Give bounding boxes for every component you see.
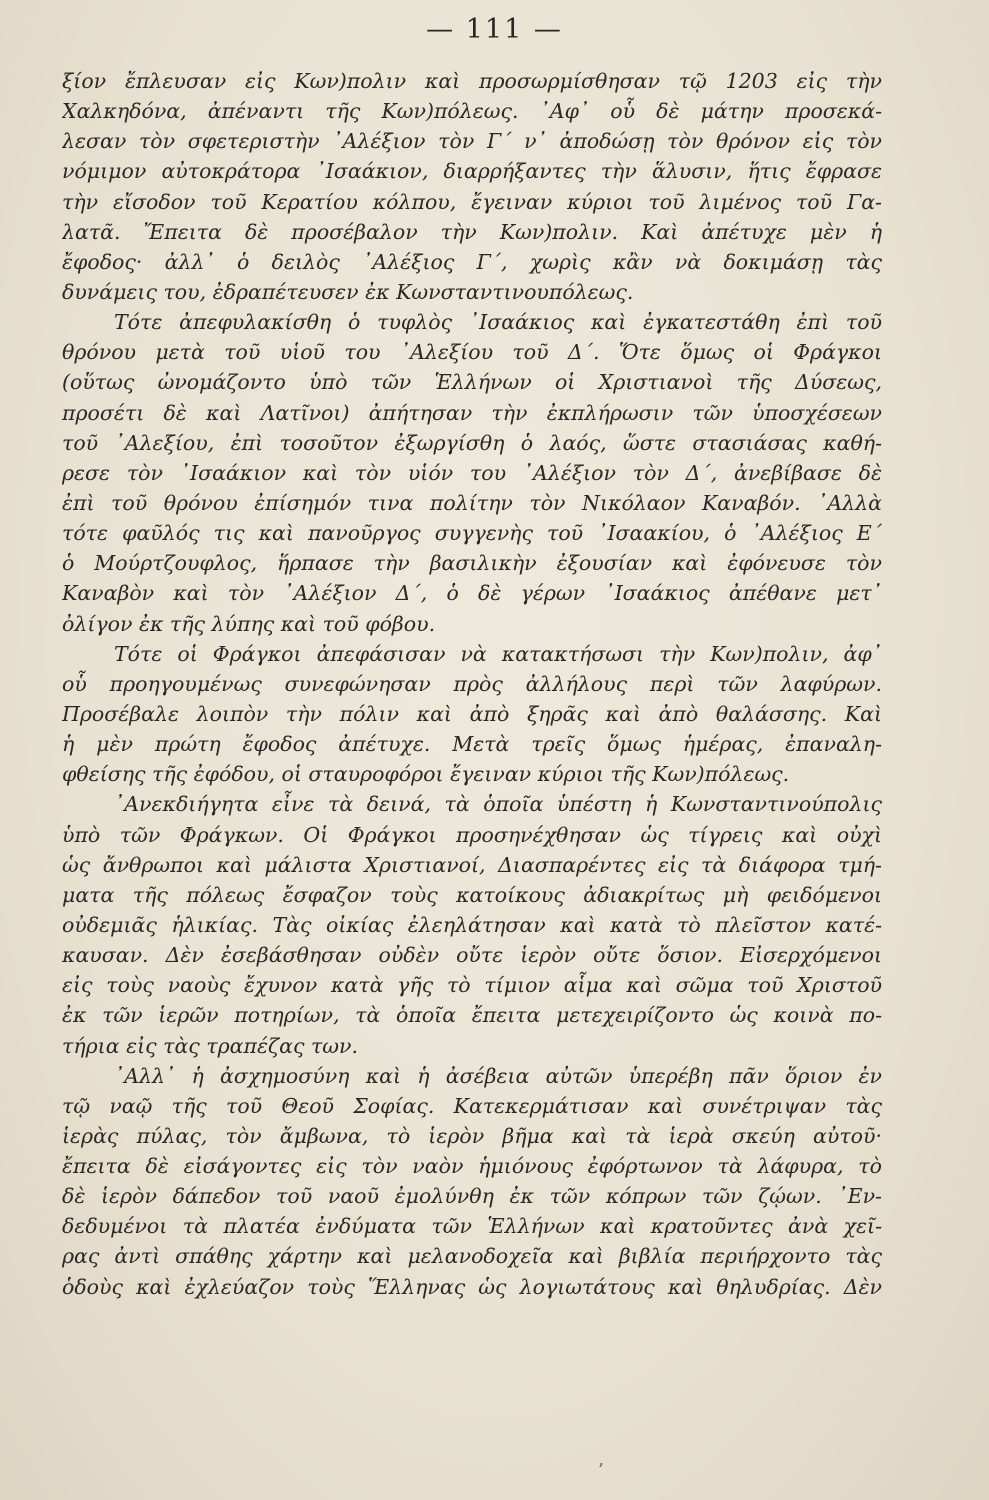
text-line: οὐδεμιᾶς ἡλικίας. Τὰς οἰκίας ἐλεηλάτησαν καὶ κατὰ τὸ πλεῖστον κατέ- <box>62 912 882 937</box>
text-line: φθείσης τῆς ἐφόδου, οἱ σταυροφόροι ἔγειναν κύριοι τῆς Κων)πόλεως. <box>62 762 790 787</box>
text-line: ἐπὶ τοῦ θρόνου ἐπίσημόν τινα πολίτην τὸν Νικόλαον Καναβόν. ᾿Αλλὰ <box>62 490 882 515</box>
text-line: Τότε οἱ Φράγκοι ἀπεφάσισαν νὰ κατακτήσωσι τὴν Κων)πολιν, ἀφ᾿ <box>114 641 882 666</box>
text-line: ἡ μὲν πρώτη ἔφοδος ἀπέτυχε. Μετὰ τρεῖς ὅμως ἡμέρας, ἐπαναλη- <box>62 732 882 757</box>
text-line: τοῦ ᾿Αλεξίου, ἐπὶ τοσοῦτον ἐξωργίσθη ὁ λαός, ὥστε στασιάσας καθή- <box>62 430 882 455</box>
text-line: τῷ ναῷ τῆς τοῦ Θεοῦ Σοφίας. Κατεκερμάτισαν καὶ συνέτριψαν τὰς <box>62 1093 882 1118</box>
text-line: ὁ Μούρτζουφλος, ἥρπασε τὴν βασιλικὴν ἐξουσίαν καὶ ἐφόνευσε τὸν <box>62 551 882 576</box>
stray-mark: ’ <box>598 1460 604 1481</box>
text-line: ματα τῆς πόλεως ἔσφαζον τοὺς κατοίκους ἀδιακρίτως μὴ φειδόμενοι <box>62 882 882 907</box>
text-line: Τότε ἀπεφυλακίσθη ὁ τυφλὸς ᾿Ισαάκιος καὶ ἐγκατεστάθη ἐπὶ τοῦ <box>114 310 882 335</box>
body-text <box>62 66 882 1302</box>
text-line: ἔπειτα δὲ εἰσάγοντες εἰς τὸν ναὸν ἡμιόνους ἐφόρτωνον τὰ λάφυρα, τὸ <box>62 1154 882 1179</box>
text-line: ὁδοὺς καὶ ἐχλεύαζον τοὺς Ἕλληνας ὡς λογιωτάτους καὶ θηλυδρίας. Δὲν <box>62 1274 882 1299</box>
text-line: προσέτι δὲ καὶ Λατῖνοι) ἀπήτησαν τὴν ἐκπλήρωσιν τῶν ὑποσχέσεων <box>62 400 882 425</box>
text-line: τότε φαῦλός τις καὶ πανοῦργος συγγενὴς τοῦ ᾿Ισαακίου, ὁ ᾿Αλέξιος Ε΄ <box>62 521 882 546</box>
text-line: ὑπὸ τῶν Φράγκων. Οἱ Φράγκοι προσηνέχθησαν ὡς τίγρεις καὶ οὐχὶ <box>62 822 882 847</box>
text-line: Καναβὸν καὶ τὸν ᾿Αλέξιον Δ΄, ὁ δὲ γέρων ᾿Ισαάκιος ἀπέθανε μετ᾿ <box>62 581 882 606</box>
text-line: δεδυμένοι τὰ πλατέα ἐνδύματα τῶν Ἑλλήνων καὶ κρατοῦντες ἀνὰ χεῖ- <box>62 1214 882 1239</box>
text-line: ξίον ἔπλευσαν εἰς Κων)πολιν καὶ προσωρμίσθησαν τῷ 1203 εἰς τὴν <box>62 69 882 93</box>
text-line: ὡς ἄνθρωποι καὶ μάλιστα Χριστιανοί, Διασπαρέντες εἰς τὰ διάφορα τμή- <box>62 852 882 877</box>
text-line: Προσέβαλε λοιπὸν τὴν πόλιν καὶ ἀπὸ ξηρᾶς καὶ ἀπὸ θαλάσσης. Καὶ <box>62 701 882 726</box>
text-line: λεσαν τὸν σφετεριστὴν ᾿Αλέξιον τὸν Γ΄ ν᾿ ἀποδώσῃ τὸν θρόνον εἰς τὸν <box>62 129 882 154</box>
text-line: εἰς τοὺς ναοὺς ἔχυνον κατὰ γῆς τὸ τίμιον αἷμα καὶ σῶμα τοῦ Χριστοῦ <box>62 973 882 998</box>
text-line: θρόνου μετὰ τοῦ υἱοῦ του ᾿Αλεξίου τοῦ Δ΄. Ὅτε ὅμως οἱ Φράγκοι <box>62 340 882 365</box>
text-line: τὴν εἴσοδον τοῦ Κερατίου κόλπου, ἔγειναν κύριοι τοῦ λιμένος τοῦ Γα- <box>62 189 882 214</box>
text-line: ἔφοδος· ἀλλ᾿ ὁ δειλὸς ᾿Αλέξιος Γ΄, χωρὶς κἂν νὰ δοκιμάσῃ τὰς <box>62 249 882 274</box>
text-line: λατᾶ. Ἔπειτα δὲ προσέβαλον τὴν Κων)πολιν. Καὶ ἀπέτυχε μὲν ἡ <box>62 219 882 244</box>
text-line: ἐκ τῶν ἱερῶν ποτηρίων, τὰ ὁποῖα ἔπειτα μετεχειρίζοντο ὡς κοινὰ πο- <box>62 1003 882 1028</box>
text-line: τήρια εἰς τὰς τραπέζας των. <box>62 1033 358 1058</box>
text-line: δὲ ἱερὸν δάπεδον τοῦ ναοῦ ἐμολύνθη ἐκ τῶν κόπρων τῶν ζῴων. ᾿Εν- <box>62 1184 882 1209</box>
text-line: ρας ἀντὶ σπάθης χάρτην καὶ μελανοδοχεῖα καὶ βιβλία περιήρχοντο τὰς <box>62 1244 882 1269</box>
page-number: — 111 — <box>426 14 563 45</box>
text-line: ἱερὰς πύλας, τὸν ἄμβωνα, τὸ ἱερὸν βῆμα καὶ τὰ ἱερὰ σκεύη αὐτοῦ· <box>62 1123 882 1148</box>
text-line: δυνάμεις του, ἐδραπέτευσεν ἐκ Κωνσταντινουπόλεως. <box>62 279 634 304</box>
text-line: νόμιμον αὐτοκράτορα ᾿Ισαάκιον, διαρρήξαντες τὴν ἅλυσιν, ἥτις ἔφρασε <box>62 159 882 184</box>
text-line: καυσαν. Δὲν ἐσεβάσθησαν οὐδὲν οὔτε ἱερὸν οὔτε ὅσιον. Εἰσερχόμενοι <box>62 943 882 968</box>
text-line: ᾿Ανεκδιήγητα εἶνε τὰ δεινά, τὰ ὁποῖα ὑπέστη ἡ Κωνσταντινούπολις <box>114 792 882 817</box>
text-line: οὗ προηγουμένως συνεφώνησαν πρὸς ἀλλήλους περὶ τῶν λαφύρων. <box>62 671 882 696</box>
text-line: ρεσε τὸν ᾿Ισαάκιον καὶ τὸν υἱόν του ᾿Αλέξιον τὸν Δ΄, ἀνεβίβασε δὲ <box>62 460 882 485</box>
text-line: ᾿Αλλ᾿ ἡ ἀσχημοσύνη καὶ ἡ ἀσέβεια αὐτῶν ὑπερέβη πᾶν ὅριον ἐν <box>114 1063 882 1088</box>
text-line: (οὕτως ὠνομάζοντο ὑπὸ τῶν Ἑλλήνων οἱ Χριστιανοὶ τῆς Δύσεως, <box>62 370 882 395</box>
text-line: Χαλκηδόνα, ἀπέναντι τῆς Κων)πόλεως. ᾿Αφ᾿ οὗ δὲ μάτην προσεκά- <box>62 99 882 124</box>
text-line: ὀλίγον ἐκ τῆς λύπης καὶ τοῦ φόβου. <box>62 611 436 636</box>
